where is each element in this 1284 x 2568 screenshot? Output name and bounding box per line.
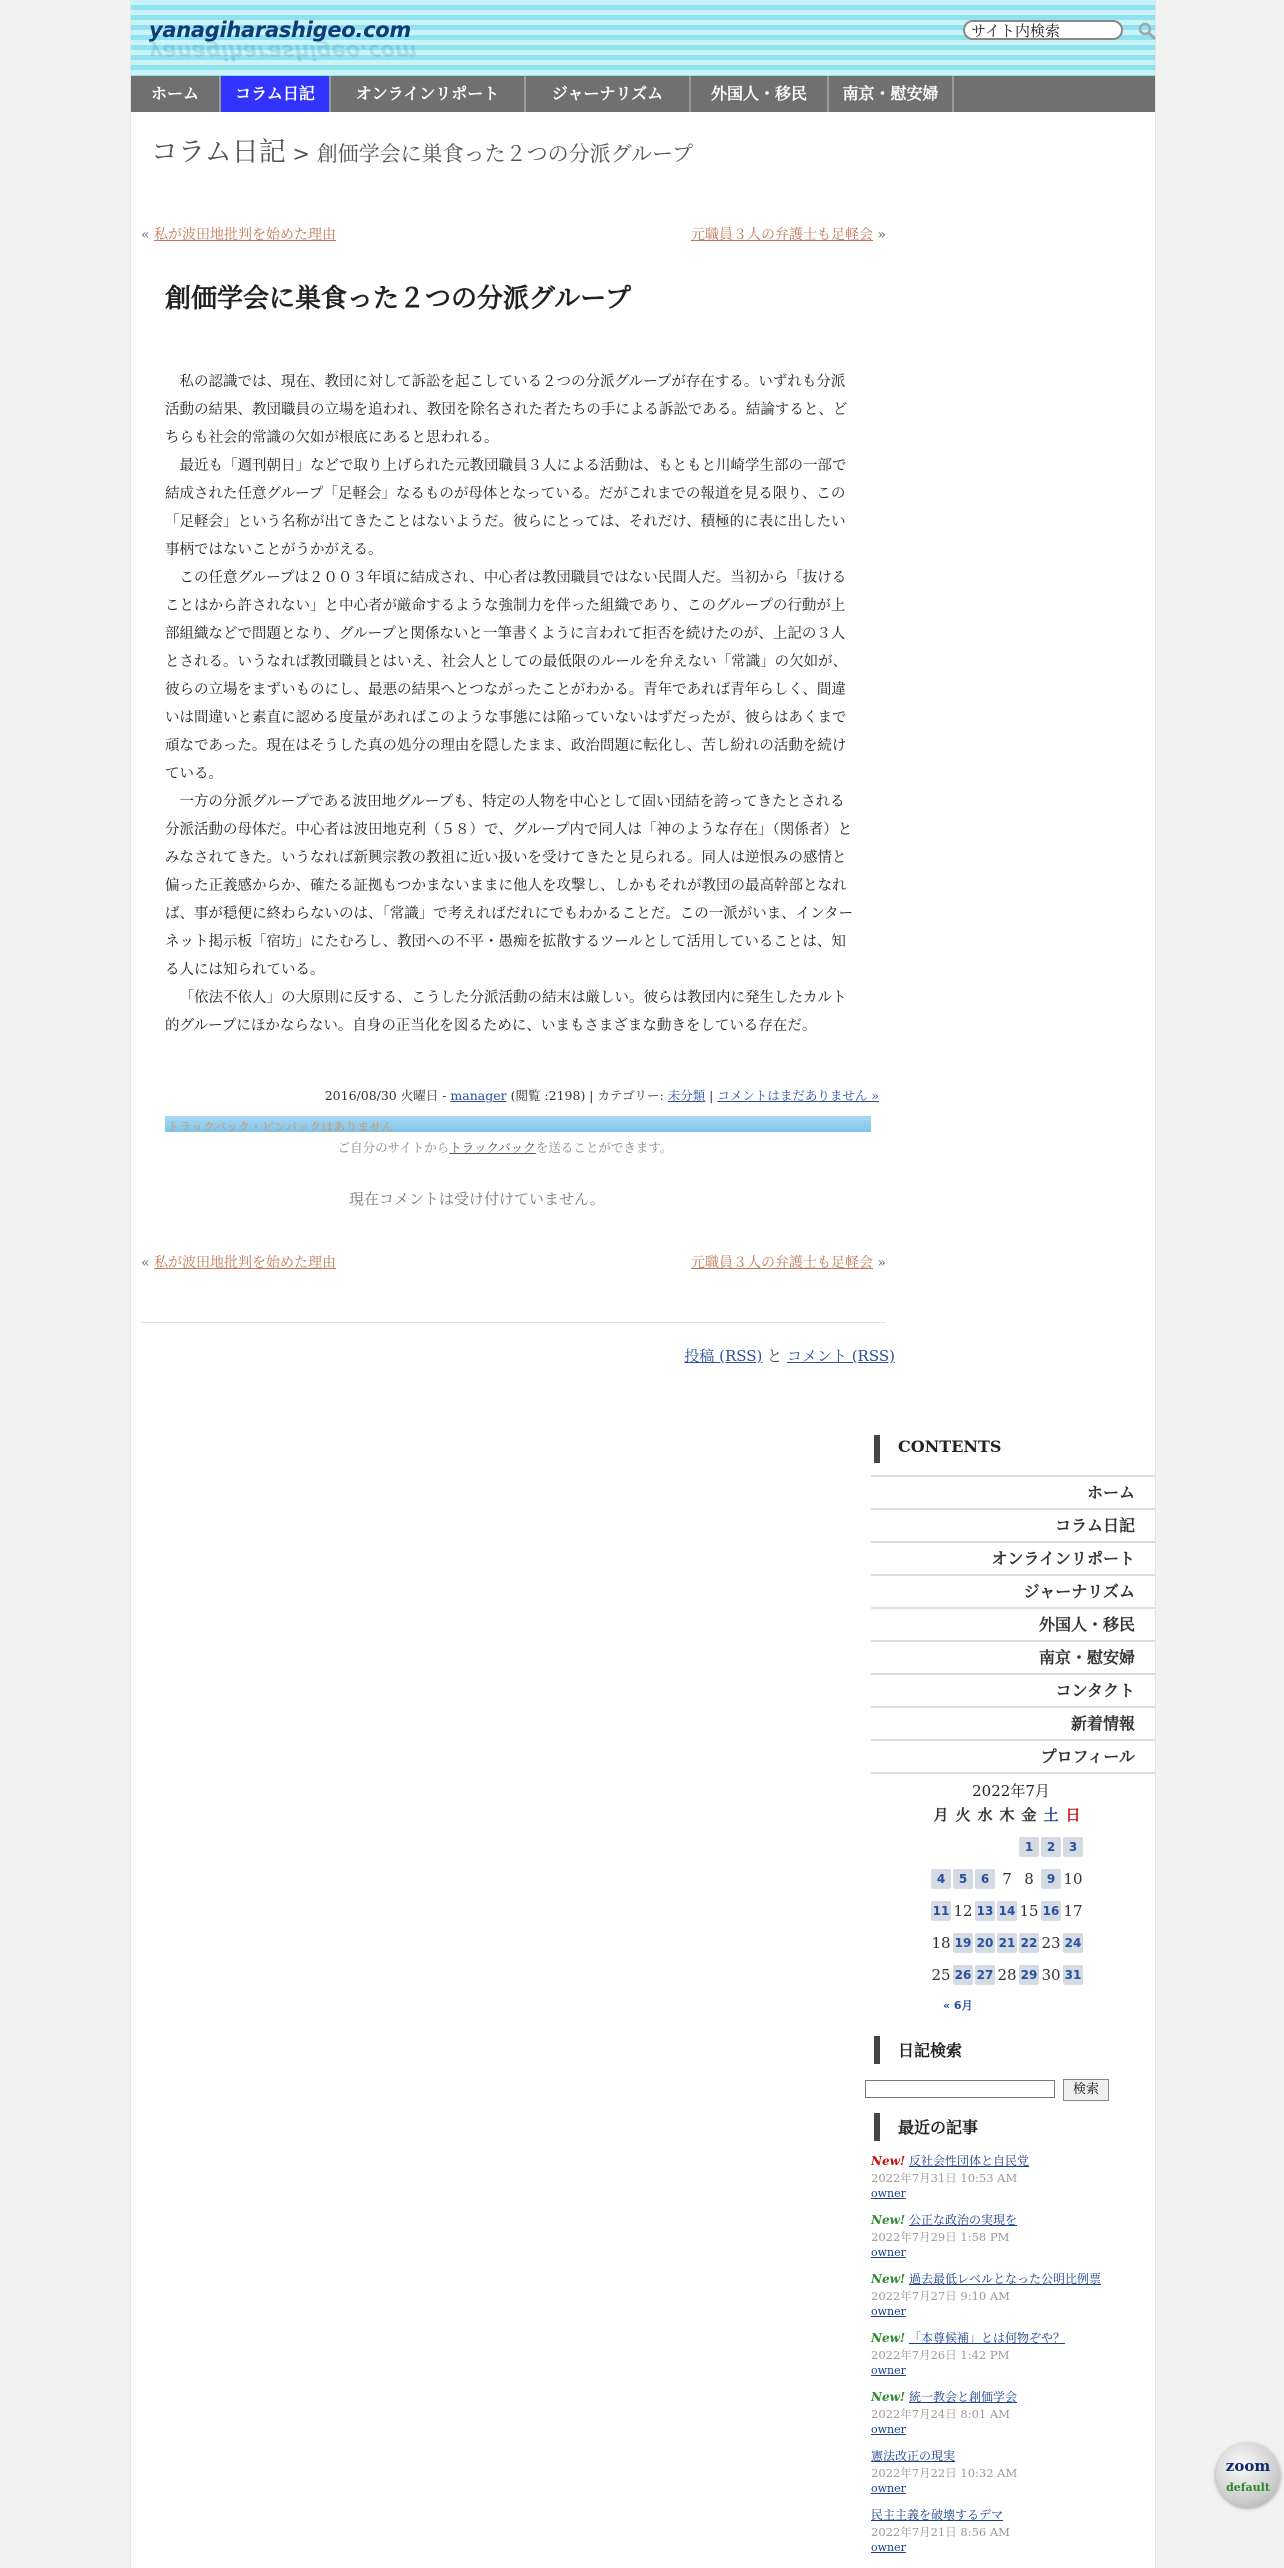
trackback-bar-text: トラックバック・ピンバックはありません: [167, 1120, 394, 1134]
sidebar-item-home[interactable]: ホーム: [871, 1477, 1155, 1510]
calendar-day[interactable]: 20: [975, 1933, 995, 1953]
recent-post-author[interactable]: owner: [871, 2187, 906, 2200]
calendar-day[interactable]: 27: [975, 1965, 995, 1985]
prev-prefix: «: [141, 227, 155, 243]
calendar-day[interactable]: 9: [1041, 1869, 1061, 1889]
prev-post-link[interactable]: 私が波田地批判を始めた理由: [154, 227, 337, 243]
calendar-day[interactable]: 19: [953, 1933, 973, 1953]
recent-post-link[interactable]: 民主主義を破壊するデマ: [871, 2508, 1004, 2522]
article-paragraph: 「依法不依人」の大原則に反する、こうした分派活動の結末は厳しい。彼らは教団内に発生したカルト的グループにほかならない。自身の正当化を図るために、いまもさまざまな動きをしている存在だ。: [165, 990, 847, 1034]
calendar-day: 30: [1041, 1966, 1061, 1984]
next-post-link[interactable]: 元職員３人の弁護士も足軽会: [690, 227, 873, 243]
recent-post-date: 2022年7月29日 1:58 PM: [871, 2230, 1010, 2244]
calendar-empty: [931, 1837, 951, 1857]
article-title: 創価学会に巣食った２つの分派グループ: [165, 284, 631, 314]
calendar-weekday: 土: [1043, 1806, 1059, 1824]
calendar-week: [931, 1965, 1091, 1997]
calendar-prev-month[interactable]: « 6月: [943, 1999, 973, 2012]
recent-post-link[interactable]: 統一教会と創価学会: [909, 2390, 1018, 2404]
next-suffix: »: [872, 1255, 886, 1271]
search-icon[interactable]: [1138, 22, 1156, 40]
recent-post-link[interactable]: 憲法改正の現実: [871, 2449, 956, 2463]
calendar-empty: [975, 1837, 995, 1857]
post-date: 2016/08/30 火曜日 -: [324, 1088, 451, 1103]
article-paragraph: 最近も「週刊朝日」などで取り上げられた元教団職員３人による活動は、もともと川崎学生部の一部で結成された任意グループ「足軽会」なるものが母体となっている。だがこれまでの報道を見る限り、この「足軽会」という名称が出てきたことはないようだ。彼らにとっては、それだけ、積極的に表に出したい事柄ではないことがうかがえる。: [165, 458, 847, 558]
recent-post-link[interactable]: 公正な政治の実現を: [909, 2213, 1018, 2227]
calendar-weekday: 水: [977, 1806, 993, 1824]
calendar-day[interactable]: 2: [1041, 1837, 1061, 1857]
list-item: [871, 2506, 1155, 2565]
calendar-weekday: 火: [955, 1806, 971, 1824]
next-post-link[interactable]: 元職員３人の弁護士も足軽会: [690, 1255, 873, 1271]
nav-column-diary[interactable]: コラム日記: [221, 76, 331, 112]
recent-post-date: 2022年7月31日 10:53 AM: [871, 2171, 1018, 2185]
zoom-sub: default: [1226, 2481, 1270, 2494]
article-paragraph: この任意グループは２００３年頃に結成され、中心者は教団職員ではない民間人だ。当初から「抜けることはから許されない」と中心者が厳命するような強制力を伴った組織であり、このグループの行動が上部組織などで問題となり、グループと関係ないと一筆書くように言われて拒否を続けたのが、上記の３人とされる。いうなれば教団職員とはいえ、社会人としての最低限のルールを弁えない「常識」の欠如が、彼らの立場をまずいものにし、最悪の結果へとつながったことがわかる。青年であれば青年らしく、間違いは間違いと素直に認める度量があればこのような事態には陥っていないはずだったが、彼らはあくまで頑なであった。現在はそうした真の処分の理由を隠したまま、政治問題に転化し、苦し紛れの活動を続けている。: [165, 570, 848, 782]
calendar-day[interactable]: 21: [997, 1933, 1017, 1953]
nav-journalism[interactable]: ジャーナリズム: [526, 76, 691, 112]
category-link[interactable]: 未分類: [667, 1088, 706, 1103]
recent-post-link[interactable]: 反社会性団体と自民党: [909, 2154, 1030, 2168]
recent-post-date: 2022年7月21日 8:56 AM: [871, 2525, 1010, 2539]
rss-links: [131, 1345, 895, 1366]
recent-post-date: 2022年7月26日 1:42 PM: [871, 2348, 1010, 2362]
sidebar-item-news[interactable]: 新着情報: [871, 1708, 1155, 1741]
trackback-info: [131, 1138, 879, 1156]
calendar-day[interactable]: 14: [997, 1901, 1017, 1921]
calendar-day: 15: [1019, 1902, 1039, 1920]
article-paragraph: 私の認識では、現在、教団に対して訴訟を起こしている２つの分派グループが存在する。いずれも分派活動の結果、教団職員の立場を追われ、教団を除名された者たちの手による訴訟である。結論すると、どちらも社会的常識の欠如が根底にあると思われる。: [165, 374, 848, 446]
new-badge: New!: [871, 2390, 906, 2404]
calendar-day: 23: [1041, 1934, 1061, 1952]
heading-bar: [874, 2113, 880, 2141]
contents-list: [871, 1475, 1155, 1774]
calendar-caption: 2022年7月: [972, 1782, 1050, 1800]
calendar-day: 25: [931, 1966, 951, 1984]
new-badge: New!: [871, 2213, 906, 2227]
page-wrapper: [130, 0, 1156, 2568]
sidebar-item-journalism[interactable]: ジャーナリズム: [871, 1576, 1155, 1609]
comments-link[interactable]: コメントはまだありません »: [717, 1088, 879, 1103]
recent-post-date: 2022年7月22日 10:32 AM: [871, 2466, 1018, 2480]
site-header: [131, 0, 1155, 76]
recent-post-author[interactable]: owner: [871, 2364, 906, 2377]
calendar-weekday: 金: [1021, 1806, 1037, 1824]
calendar-day[interactable]: 29: [1019, 1965, 1039, 1985]
prev-post-link[interactable]: 私が波田地批判を始めた理由: [154, 1255, 337, 1271]
diary-search-heading: [898, 2038, 962, 2061]
recent-post-author[interactable]: owner: [871, 2305, 906, 2318]
calendar-weekdays: [931, 1805, 1091, 1837]
calendar-day[interactable]: 6: [975, 1869, 995, 1889]
calendar-week: [931, 1869, 1091, 1901]
calendar-week: [931, 1837, 1091, 1869]
trackback-link[interactable]: トラックバック: [449, 1140, 536, 1155]
calendar-day: 12: [953, 1902, 973, 1920]
meta-separator: |: [705, 1088, 718, 1103]
heading-bar: [874, 1435, 880, 1463]
trackback-after: を送ることができます。: [535, 1140, 673, 1155]
recent-post-link[interactable]: 「本尊候補」とは何物ぞや？: [909, 2331, 1066, 2345]
nav-foreigners[interactable]: 外国人・移民: [691, 76, 829, 112]
list-item: [871, 2211, 1155, 2270]
post-nav-bottom: [141, 1252, 886, 1272]
post-meta: [131, 1086, 879, 1104]
nav-home[interactable]: ホーム: [131, 76, 221, 112]
nav-nanjing[interactable]: 南京・慰安婦: [829, 76, 954, 112]
comments-rss-link[interactable]: コメント (RSS): [786, 1347, 895, 1365]
calendar-day[interactable]: 31: [1063, 1965, 1083, 1985]
calendar-day[interactable]: 26: [953, 1965, 973, 1985]
calendar-day[interactable]: 11: [931, 1901, 951, 1921]
calendar-day[interactable]: 4: [931, 1869, 951, 1889]
calendar-day[interactable]: 13: [975, 1901, 995, 1921]
recent-post-author[interactable]: owner: [871, 2482, 906, 2495]
heading-separator: >: [285, 142, 317, 166]
sidebar-item-column-diary[interactable]: コラム日記: [871, 1510, 1155, 1543]
site-logo[interactable]: yanagiharashigeo.com: [149, 18, 411, 42]
recent-posts-heading: [898, 2115, 978, 2138]
post-views: (閲覧 :2198) | カテゴリー:: [506, 1088, 668, 1103]
calendar-day: 8: [1024, 1870, 1034, 1888]
author-link[interactable]: manager: [450, 1088, 507, 1103]
list-item: [871, 2388, 1155, 2447]
trackback-bar: [165, 1116, 871, 1132]
calendar: [931, 1780, 1091, 2013]
recent-title: 最近の記事: [898, 2118, 979, 2137]
divider: [141, 1322, 886, 1323]
calendar-week: [931, 1933, 1091, 1965]
calendar-day[interactable]: 5: [953, 1869, 973, 1889]
article-paragraph: 一方の分派グループである波田地グループも、特定の人物を中心として固い団結を誇ってきたとされる分派活動の母体だ。中心者は波田地克利（５８）で、グループ内で同人は「神のような存在」（関係者）とみなされてきた。いうなれば新興宗教の教祖に近い扱いを受けてきたと見られる。同人は逆恨みの感情と偏った正義感からか、確たる証拠もつかまないままに他人を攻撃し、しかもそれが教団の最高幹部となれば、事が穏便に終わらないのは、「常識」で考えればだれにでもわかることだ。この一派がいま、インターネット掲示板「宿坊」にたむろし、教団への不平・愚痴を拡散するツールとして活用していることは、知る人には知られている。: [165, 794, 854, 978]
heading-title: 創価学会に巣食った２つの分派グループ: [316, 142, 694, 166]
recent-post-link[interactable]: 過去最低レベルとなった公明比例票: [909, 2272, 1102, 2286]
post-nav-top: [141, 224, 886, 244]
trackback-before: ご自分のサイトから: [337, 1140, 450, 1155]
prev-prefix: «: [141, 1255, 155, 1271]
next-suffix: »: [872, 227, 886, 243]
contents-heading: [898, 1437, 1001, 1456]
article-body: [165, 368, 855, 1040]
rss-and: と: [762, 1347, 787, 1365]
calendar-day[interactable]: 16: [1041, 1901, 1061, 1921]
list-item: [871, 2329, 1155, 2388]
sidebar-item-profile[interactable]: プロフィール: [871, 1741, 1155, 1774]
site-search-input[interactable]: サイト内検索: [963, 20, 1123, 40]
recent-post-author[interactable]: owner: [871, 2246, 906, 2259]
calendar-day[interactable]: 22: [1019, 1933, 1039, 1953]
list-item: [871, 2270, 1155, 2329]
calendar-day: 17: [1063, 1902, 1083, 1920]
calendar-day: 10: [1063, 1870, 1083, 1888]
calendar-empty: [997, 1837, 1017, 1857]
recent-post-date: 2022年7月24日 8:01 AM: [871, 2407, 1010, 2421]
calendar-weekday: 月: [933, 1806, 949, 1824]
comments-closed-notice: 現在コメントは受け付けていません。: [349, 1190, 605, 1208]
heading-bar: [874, 2036, 880, 2064]
page-heading: [151, 130, 693, 169]
sidebar-item-foreigners[interactable]: 外国人・移民: [871, 1609, 1155, 1642]
diary-search-title: 日記検索: [898, 2041, 963, 2060]
calendar-weekday: 木: [999, 1806, 1015, 1824]
new-badge: New!: [871, 2272, 906, 2286]
main-nav: [131, 76, 1155, 112]
recent-post-author[interactable]: owner: [871, 2541, 906, 2554]
calendar-day[interactable]: 1: [1019, 1837, 1039, 1857]
new-badge: New!: [871, 2154, 906, 2168]
list-item: [871, 2152, 1155, 2211]
sidebar-item-online-report[interactable]: オンラインリポート: [871, 1543, 1155, 1576]
sidebar-item-nanjing[interactable]: 南京・慰安婦: [871, 1642, 1155, 1675]
new-badge: New!: [871, 2331, 906, 2345]
calendar-weekday: 日: [1065, 1806, 1081, 1824]
calendar-day: 28: [997, 1966, 1017, 1984]
diary-search-button[interactable]: 検索: [1063, 2079, 1109, 2101]
site-logo-reflection: yanagiharashigeo.com: [149, 40, 417, 64]
calendar-day[interactable]: 24: [1063, 1933, 1083, 1953]
recent-posts-list: [871, 2152, 1155, 2565]
calendar-week: [931, 1901, 1091, 1933]
contents-title: CONTENTS: [898, 1437, 1002, 1456]
posts-rss-link[interactable]: 投稿 (RSS): [684, 1347, 763, 1365]
calendar-day[interactable]: 3: [1063, 1837, 1083, 1857]
recent-post-date: 2022年7月27日 9:10 AM: [871, 2289, 1010, 2303]
diary-search-input[interactable]: [865, 2080, 1055, 2098]
calendar-empty: [953, 1837, 973, 1857]
calendar-day: 7: [1002, 1870, 1012, 1888]
zoom-button[interactable]: [1216, 2443, 1280, 2507]
recent-post-author[interactable]: owner: [871, 2423, 906, 2436]
nav-online-report[interactable]: オンラインリポート: [331, 76, 526, 112]
heading-section[interactable]: コラム日記: [151, 137, 286, 168]
calendar-body: [931, 1837, 1091, 1997]
list-item: [871, 2447, 1155, 2506]
calendar-day: 18: [931, 1934, 951, 1952]
zoom-label: zoom: [1225, 2457, 1271, 2475]
sidebar-item-contact[interactable]: コンタクト: [871, 1675, 1155, 1708]
